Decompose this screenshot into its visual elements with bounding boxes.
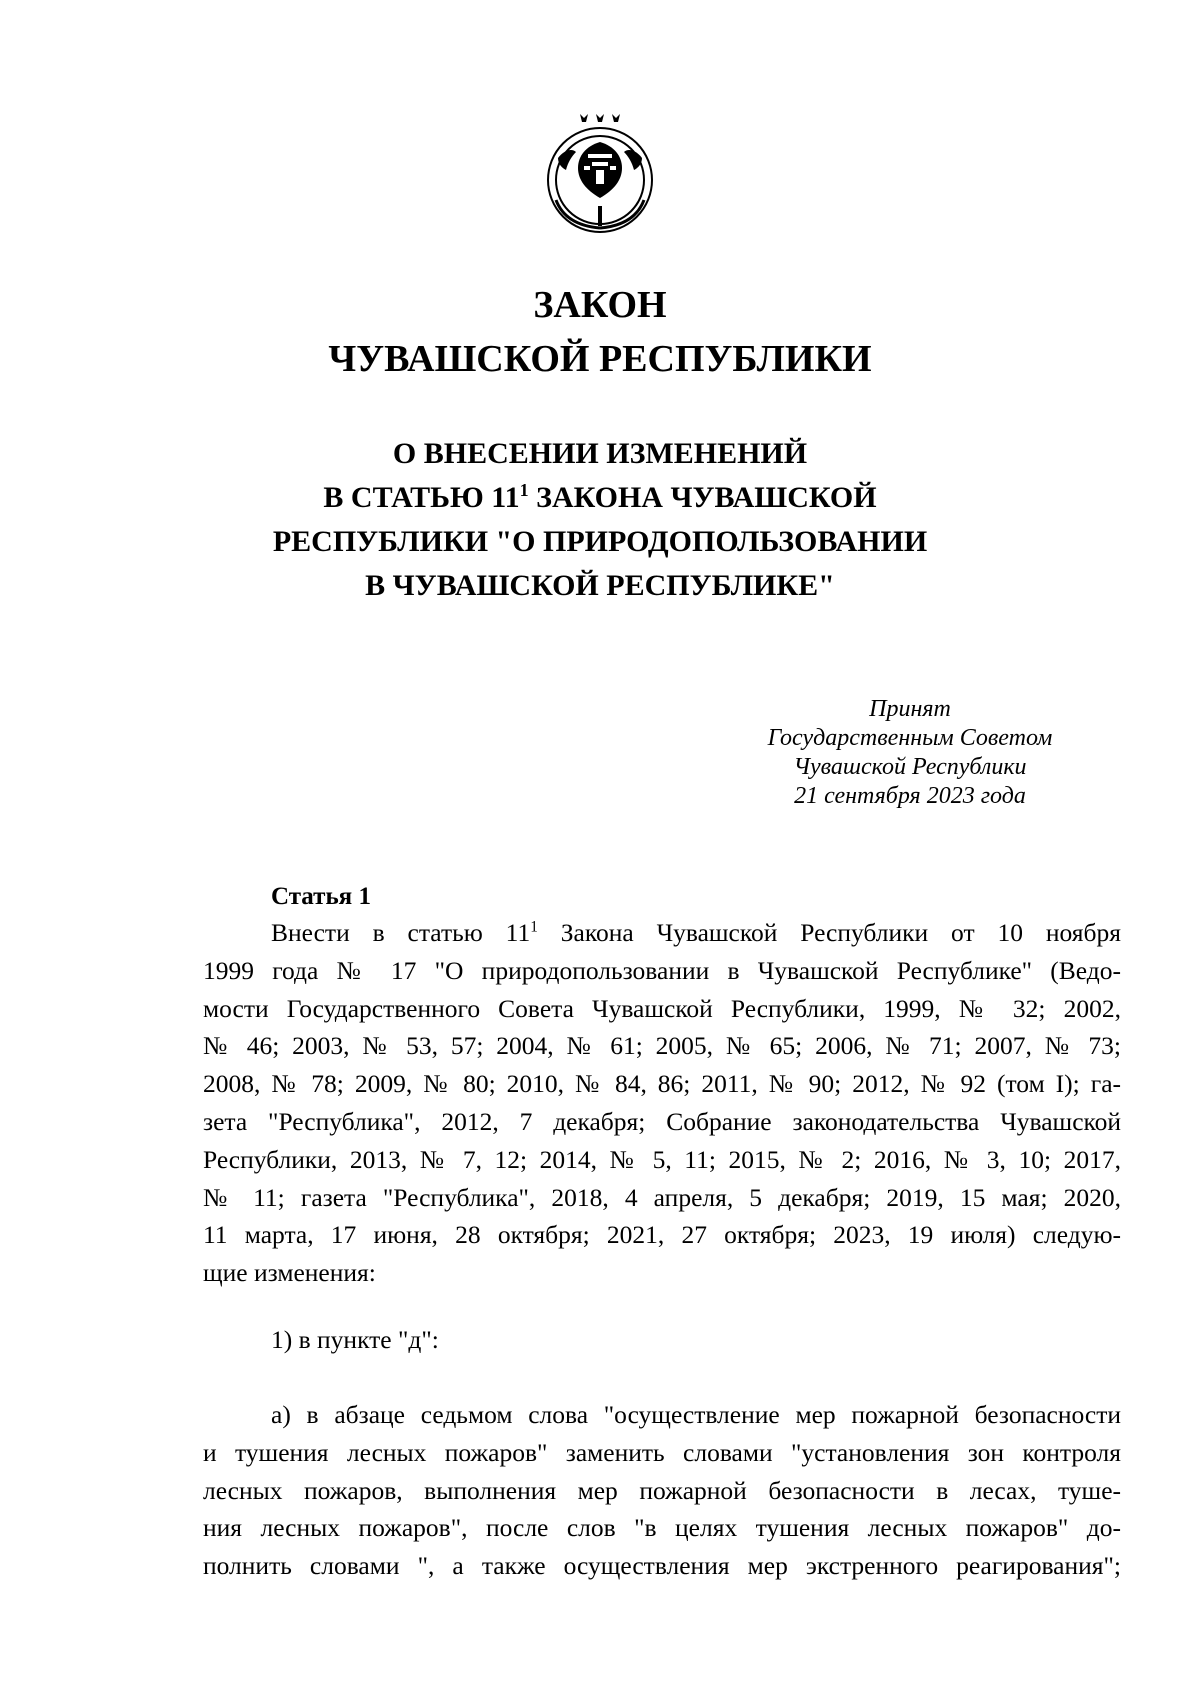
paragraph-line: щие изменения: (203, 1258, 376, 1288)
law-title-line-1: ЗАКОН (533, 284, 667, 326)
article-paragraph-1 (203, 914, 1121, 1292)
paragraph-line: зета "Республика", 2012, 7 декабря; Собрание законодательства Чувашской (203, 1106, 1121, 1136)
subtitle-article-superscript: 1 (519, 480, 529, 500)
paragraph-line: 11 марта, 17 июня, 28 октября; 2021, 27 октября; 2023, 19 июля) следую- (203, 1220, 1121, 1250)
law-subtitle-line-4: В ЧУВАШСКОЙ РЕСПУБЛИКЕ" (365, 569, 835, 602)
paragraph-line: Внести в статью $11^1$ Закона Чувашской Республики от 10 ноября (271, 918, 1121, 947)
item-line: и тушения лесных пожаров" заменить словами "установления зон контроля (203, 1437, 1121, 1467)
item-line: полнить словами ", а также осуществления мер экстренного реагирования"; (203, 1551, 1121, 1581)
article-superscript: 1 (530, 918, 538, 936)
adoption-line-3: Чувашской Республики (793, 754, 1027, 780)
paragraph-line: Республики, 2013, № 7, 12; 2014, № 5, 11; 2015, № 2; 2016, № 3, 10; 2017, (203, 1144, 1121, 1174)
adoption-line-2: Государственным Советом (767, 725, 1053, 751)
paragraph-line: мости Государственного Совета Чувашской Республики, 1999, № 32; 2002, (203, 993, 1121, 1023)
article-heading: Статья 1 (271, 883, 371, 910)
paragraph-line: № 11; газета "Республика", 2018, 4 апреля, 5 декабря; 2019, 15 мая; 2020, (203, 1182, 1121, 1212)
article-item-1a (203, 1396, 1121, 1585)
item-line: лесных пожаров, выполнения мер пожарной безопасности в лесах, туше- (203, 1475, 1121, 1505)
adoption-note (760, 695, 1060, 811)
adoption-line-4: 21 сентября 2023 года (794, 783, 1026, 809)
paragraph-line: 1999 года № 17 "О природопользовании в Чувашской Республике" (Ведо- (203, 955, 1121, 985)
article-item-1 (203, 1321, 1121, 1359)
item-line: 1) в пункте "д": (271, 1325, 439, 1354)
paragraph-line: № 46; 2003, № 53, 57; 2004, № 61; 2005, № 65; 2006, № 71; 2007, № 73; (203, 1031, 1121, 1061)
coat-of-arms-emblem (536, 108, 664, 236)
paragraph-line: 2008, № 78; 2009, № 80; 2010, № 84, 86; 2011, № 90; 2012, № 92 (том I); га- (203, 1069, 1121, 1099)
law-title-line-2: ЧУВАШСКОЙ РЕСПУБЛИКИ (328, 338, 872, 380)
item-line: а) в абзаце седьмом слова "осуществление мер пожарной безопасности (271, 1400, 1121, 1429)
subtitle-article-prefix: В СТАТЬЮ 11 (323, 481, 520, 514)
law-subtitle-line-2 (0, 476, 1200, 520)
law-subtitle-line-3: РЕСПУБЛИКИ "О ПРИРОДОПОЛЬЗОВАНИИ (272, 525, 928, 558)
adoption-line-1: Принят (869, 696, 951, 722)
law-title (0, 278, 1200, 386)
law-subtitle (0, 432, 1200, 608)
subtitle-article-suffix: ЗАКОНА ЧУВАШСКОЙ (528, 481, 877, 514)
law-subtitle-line-1: О ВНЕСЕНИИ ИЗМЕНЕНИЙ (392, 437, 808, 470)
item-line: ния лесных пожаров", после слов "в целях тушения лесных пожаров" до- (203, 1513, 1121, 1543)
